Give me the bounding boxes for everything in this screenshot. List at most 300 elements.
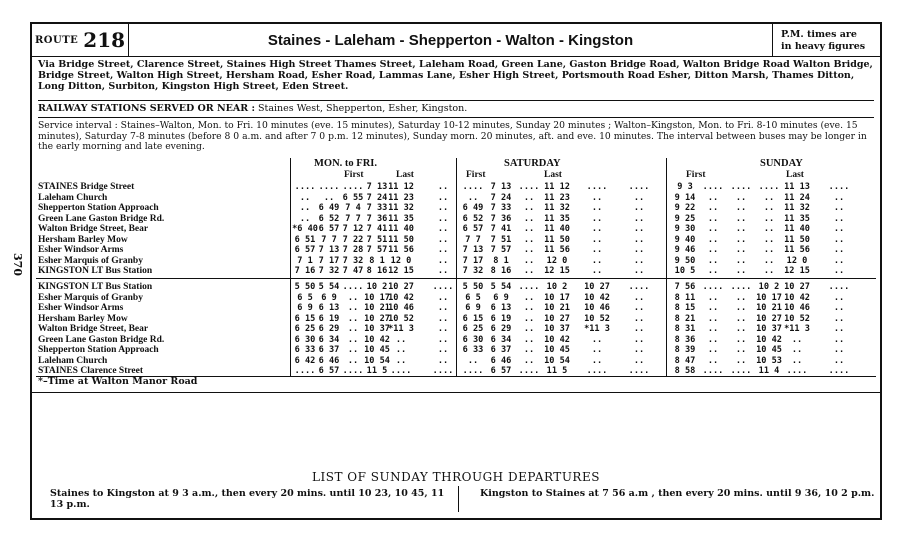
via-route-description: Via Bridge Street, Clarence Street, Staines High Street Thames Street, Laleham Road, Green Lane, Gaston Bridge Road, Walton Bridge Road Walton Bridge, Bridge Street, Walton High Street, Hersham Road, Esher Road, Lammas Lane, Esher High Street, Portsmouth Road Esher, Ditton Marsh, Thames Ditton, Long Ditton, Surbiton, Kingston High Street, Eden Street. <box>38 59 873 92</box>
time-cell-sat: .. <box>523 213 535 224</box>
time-cell-mf: 6 9 <box>321 292 337 303</box>
time-cell-sun: 9 14 <box>674 192 696 203</box>
time-cell-sat: .. <box>523 303 535 313</box>
service-interval: Service interval : Staines–Walton, Mon. to Fri. 10 minutes (eve. 15 minutes), Saturday 10-12 minutes, Sunday 20 minutes ; Walton–Kingston, Mon. to Fri. 8-10 minutes (eve. 15 minutes), Saturday 7-8 minutes (before 8 0 a.m. and after 7 0 p.m. 12 minutes), Sunday morn. 20 minutes, aft. and eve. 10 minutes. The interval between buses may be longer in the early morning and late evening. <box>38 120 867 152</box>
time-cell-mf: .... <box>294 366 316 376</box>
time-cell-sat: 11 23 <box>544 192 570 203</box>
time-cell-sat: .. <box>633 355 645 366</box>
route-box <box>32 24 129 56</box>
time-cell-mf: 6 49 <box>318 203 340 213</box>
time-cell-sun: .. <box>707 192 719 203</box>
sunday-through-staines-kingston: Staines to Kingston at 9 3 a.m., then every 20 mins. until 10 23, 10 45, 11 13 p.m. <box>50 488 445 510</box>
time-cell-sat: 10 21 <box>544 303 570 313</box>
stop-name: KINGSTON LT Bus Station <box>38 282 153 292</box>
time-cell-sun: 10 21 <box>756 303 782 313</box>
time-cell-sun: .. <box>833 245 845 255</box>
time-cell-sat: .. <box>633 313 645 324</box>
time-cell-mf: .. <box>395 334 407 345</box>
time-cell-sun: 9 25 <box>674 213 696 224</box>
stop-name: Esher Marquis of Granby <box>38 255 143 266</box>
time-cell-mf: .... <box>432 366 454 376</box>
time-cell-sun: 8 31 <box>674 324 696 334</box>
time-cell-sat: .. <box>523 192 535 203</box>
time-cell-sat: .... <box>518 366 540 376</box>
time-cell-sun: .. <box>833 234 845 245</box>
time-cell-sun: 10 27 <box>784 282 810 292</box>
time-cell-mf: 7 1 <box>297 255 313 266</box>
time-cell-sat: .. <box>523 255 535 266</box>
time-cell-sun: .. <box>833 324 845 334</box>
time-cell-mf: .. <box>437 334 449 345</box>
time-cell-mf: 11 35 <box>388 213 414 224</box>
stop-name: Walton Bridge Street, Bear <box>38 224 149 234</box>
stop-name: Green Lane Gaston Bridge Rd. <box>38 213 165 224</box>
time-cell-mf: 6 5 <box>297 292 313 303</box>
time-cell-mf: 6 9 <box>297 303 313 313</box>
time-cell-sun: 12 15 <box>784 266 810 276</box>
time-cell-sat: 10 2 <box>546 282 568 292</box>
time-cell-sun: 10 52 <box>784 313 810 324</box>
time-cell-mf: .. <box>437 234 449 245</box>
time-cell-mf: *6 40 <box>292 224 318 234</box>
time-cell-sun: .. <box>763 245 775 255</box>
time-cell-mf: 11 32 <box>388 203 414 213</box>
time-cell-sun: .. <box>735 292 747 303</box>
railway-stations <box>38 100 874 118</box>
time-cell-mf: .. <box>437 266 449 276</box>
time-cell-sat: .. <box>523 203 535 213</box>
time-cell-mf: .. <box>437 292 449 303</box>
time-cell-sun: .... <box>702 366 724 376</box>
stop-name: KINGSTON LT Bus Station <box>38 266 153 276</box>
time-cell-sat: .. <box>591 224 603 234</box>
time-cell-sat: .. <box>591 234 603 245</box>
time-cell-sat: 5 54 <box>490 282 512 292</box>
time-cell-sat: .. <box>591 203 603 213</box>
time-cell-sun: 10 37 <box>756 324 782 334</box>
time-cell-sun: 11 24 <box>784 192 810 203</box>
time-cell-sat: 11 5 <box>546 366 568 376</box>
time-cell-sat: .. <box>591 334 603 345</box>
time-cell-mf: 6 29 <box>318 324 340 334</box>
time-cell-sun: .. <box>791 334 803 345</box>
time-cell-sun: 8 47 <box>674 355 696 366</box>
time-cell-sun: .. <box>833 292 845 303</box>
route-title: Staines - Laleham - Shepperton - Walton - Kingston <box>267 31 634 49</box>
pm-note-line-1: P.M. times are <box>781 29 857 40</box>
time-cell-sun: .. <box>735 192 747 203</box>
time-cell-sat: 6 15 <box>462 313 484 324</box>
time-cell-sat: .. <box>633 255 645 266</box>
time-cell-mf: .. <box>347 345 359 355</box>
time-cell-mf: .. <box>299 213 311 224</box>
time-cell-sat: 6 49 <box>462 203 484 213</box>
time-cell-sun: .. <box>735 213 747 224</box>
time-cell-sun: .. <box>707 303 719 313</box>
time-cell-mf: 10 27 <box>364 313 390 324</box>
time-cell-sat: 8 1 <box>493 255 509 266</box>
day-header-mon-fri: MON. to FRI. <box>314 158 377 169</box>
time-cell-sat: .... <box>518 282 540 292</box>
time-cell-sat: .. <box>523 266 535 276</box>
time-cell-mf: .. <box>347 313 359 324</box>
time-cell-mf: 11 40 <box>388 224 414 234</box>
time-cell-mf: .... <box>342 282 364 292</box>
time-cell-sat: .... <box>462 366 484 376</box>
time-cell-sun: 9 46 <box>674 245 696 255</box>
time-cell-sun: .. <box>833 355 845 366</box>
time-cell-sat: .... <box>462 182 484 192</box>
time-cell-mf: 7 32 <box>318 266 340 276</box>
lower-divider <box>32 392 880 393</box>
time-cell-mf: .. <box>347 324 359 334</box>
time-cell-sat: .. <box>467 192 479 203</box>
time-cell-sun: 8 15 <box>674 303 696 313</box>
time-cell-sun: .. <box>707 334 719 345</box>
time-cell-mf: .. <box>437 324 449 334</box>
time-cell-mf: 10 37 <box>364 324 390 334</box>
railway-label: RAILWAY STATIONS SERVED OR NEAR : <box>38 103 255 114</box>
header <box>32 24 880 57</box>
time-cell-mf: 7 57 <box>366 245 388 255</box>
time-cell-sun: .. <box>763 192 775 203</box>
time-cell-sat: 10 42 <box>544 334 570 345</box>
time-cell-mf: 7 33 <box>366 203 388 213</box>
time-cell-sat: *11 3 <box>584 324 610 334</box>
time-cell-mf: .. <box>437 255 449 266</box>
time-cell-mf: 5 50 <box>294 282 316 292</box>
time-cell-sat: 7 13 <box>462 245 484 255</box>
time-cell-mf: .. <box>347 334 359 345</box>
time-cell-mf: 7 47 <box>342 266 364 276</box>
time-cell-mf: .. <box>323 192 335 203</box>
time-cell-mf: 7 4 <box>345 203 361 213</box>
time-cell-sun: .... <box>758 182 780 192</box>
time-cell-sat: .. <box>633 234 645 245</box>
time-cell-mf: .. <box>437 303 449 313</box>
sunday-through-kingston-staines: Kingston to Staines at 7 56 a.m , then every 20 mins. until 9 36, 10 2 p.m. <box>480 488 875 499</box>
time-cell-sat: .. <box>523 234 535 245</box>
time-cell-sat: .. <box>633 292 645 303</box>
time-cell-sun: 9 40 <box>674 234 696 245</box>
time-cell-sat: 7 36 <box>490 213 512 224</box>
time-cell-sat: 6 9 <box>465 303 481 313</box>
time-cell-mf: 7 13 <box>318 245 340 255</box>
time-cell-mf: 11 5 <box>366 366 388 376</box>
time-cell-sat: .. <box>633 203 645 213</box>
footnote: *–Time at Walton Manor Road <box>38 376 198 387</box>
time-cell-sun: 9 50 <box>674 255 696 266</box>
time-cell-mf: 6 19 <box>318 313 340 324</box>
time-cell-sun: .. <box>735 303 747 313</box>
time-cell-sun: .. <box>833 224 845 234</box>
time-cell-sat: .. <box>591 213 603 224</box>
time-cell-sun: 10 46 <box>784 303 810 313</box>
time-cell-mf: 7 41 <box>366 224 388 234</box>
time-cell-sat: .. <box>633 245 645 255</box>
time-cell-sun: 11 40 <box>784 224 810 234</box>
sub-header-sat-first: First <box>466 170 486 180</box>
time-cell-sun: .. <box>735 313 747 324</box>
time-cell-sat: 10 54 <box>544 355 570 366</box>
stop-name: Laleham Church <box>38 355 108 366</box>
time-cell-sun: .. <box>833 266 845 276</box>
time-cell-mf: 7 24 <box>366 192 388 203</box>
time-cell-sat: 7 41 <box>490 224 512 234</box>
time-cell-mf: 6 25 <box>294 324 316 334</box>
time-cell-mf: .. <box>437 355 449 366</box>
time-cell-sun: .... <box>828 366 850 376</box>
time-cell-mf: 6 55 <box>342 192 364 203</box>
time-cell-mf: 6 51 <box>294 234 316 245</box>
time-cell-sun: 8 11 <box>674 292 696 303</box>
time-cell-sun: .. <box>735 334 747 345</box>
time-cell-mf: 6 34 <box>318 334 340 345</box>
sub-header-sun-last: Last <box>786 170 804 180</box>
time-cell-sun: .. <box>791 355 803 366</box>
time-cell-mf: .. <box>299 203 311 213</box>
time-cell-sun: .. <box>735 255 747 266</box>
time-cell-mf: 7 32 <box>342 255 364 266</box>
time-cell-mf: 10 54 <box>364 355 390 366</box>
time-cell-sat: .... <box>628 282 650 292</box>
time-cell-mf: 12 0 <box>390 255 412 266</box>
time-cell-sat: 10 42 <box>584 292 610 303</box>
time-cell-sun: 9 3 <box>677 182 693 192</box>
time-cell-sun: .. <box>735 266 747 276</box>
time-cell-sun: .... <box>786 366 808 376</box>
route-label: ROUTE <box>34 34 79 46</box>
time-cell-sun: 11 13 <box>784 182 810 192</box>
time-cell-sun: 10 17 <box>756 292 782 303</box>
time-cell-sat: .. <box>591 355 603 366</box>
time-cell-sun: .. <box>791 345 803 355</box>
time-cell-sun: 11 50 <box>784 234 810 245</box>
time-cell-sat: 7 57 <box>490 245 512 255</box>
time-cell-sun: .. <box>707 292 719 303</box>
time-cell-sun: .. <box>763 266 775 276</box>
time-cell-sun: .. <box>833 334 845 345</box>
time-cell-sat: 7 13 <box>490 182 512 192</box>
time-cell-sat: 6 30 <box>462 334 484 345</box>
time-cell-mf: 11 50 <box>388 234 414 245</box>
time-cell-mf: 6 37 <box>318 345 340 355</box>
time-cell-sat: .. <box>523 292 535 303</box>
timetable-frame <box>30 22 882 520</box>
time-cell-sun: .. <box>707 224 719 234</box>
stop-name: Hersham Barley Mow <box>38 234 128 245</box>
time-cell-sun: .. <box>735 224 747 234</box>
time-cell-sun: 10 45 <box>756 345 782 355</box>
sub-header-mf-first: First <box>344 170 364 180</box>
time-cell-mf: .. <box>395 355 407 366</box>
time-cell-sun: .. <box>833 255 845 266</box>
time-cell-mf: .. <box>347 292 359 303</box>
time-cell-mf: 8 16 <box>366 266 388 276</box>
time-cell-sat: 6 46 <box>490 355 512 366</box>
time-cell-sun: 11 35 <box>784 213 810 224</box>
time-cell-sun: .. <box>763 203 775 213</box>
time-cell-sun: .. <box>707 203 719 213</box>
time-cell-sun: .. <box>735 234 747 245</box>
time-cell-mf: 7 12 <box>342 224 364 234</box>
time-cell-sat: .. <box>633 224 645 234</box>
time-cell-sun: *11 3 <box>784 324 810 334</box>
time-cell-mf: .... <box>294 182 316 192</box>
time-cell-sat: 6 5 <box>465 292 481 303</box>
time-cell-sun: .. <box>707 213 719 224</box>
time-cell-mf: 7 28 <box>342 245 364 255</box>
direction-divider <box>36 278 876 279</box>
time-cell-sat: .. <box>523 245 535 255</box>
time-cell-sat: 7 17 <box>462 255 484 266</box>
time-cell-sun: 8 39 <box>674 345 696 355</box>
time-cell-sat: 8 16 <box>490 266 512 276</box>
time-cell-mf: 6 46 <box>318 355 340 366</box>
stop-name: Esher Windsor Arms <box>38 245 124 255</box>
time-cell-sat: 10 45 <box>544 345 570 355</box>
time-cell-mf: 6 57 <box>294 245 316 255</box>
time-cell-mf: .. <box>299 192 311 203</box>
time-cell-sat: 11 35 <box>544 213 570 224</box>
time-cell-sun: .. <box>707 345 719 355</box>
time-cell-sat: 6 19 <box>490 313 512 324</box>
time-cell-mf: 7 7 <box>321 234 337 245</box>
time-cell-sun: .... <box>730 182 752 192</box>
time-cell-sun: .... <box>730 366 752 376</box>
time-cell-sun: 8 21 <box>674 313 696 324</box>
time-cell-sat: 6 57 <box>462 224 484 234</box>
time-cell-sat: .... <box>518 182 540 192</box>
time-cell-mf: .. <box>437 203 449 213</box>
time-cell-mf: 10 21 <box>364 303 390 313</box>
time-cell-mf: 11 56 <box>388 245 414 255</box>
column-divider <box>456 158 457 376</box>
time-cell-sun: .. <box>707 355 719 366</box>
time-cell-mf: 10 42 <box>388 292 414 303</box>
time-cell-sun: .. <box>735 245 747 255</box>
time-cell-sun: .. <box>763 255 775 266</box>
time-cell-sat: 7 24 <box>490 192 512 203</box>
time-cell-mf: .... <box>318 182 340 192</box>
time-cell-mf: .... <box>390 366 412 376</box>
time-cell-mf: .. <box>437 182 449 192</box>
time-cell-sun: .. <box>735 203 747 213</box>
time-cell-sun: 11 4 <box>758 366 780 376</box>
time-cell-sat: 7 7 <box>465 234 481 245</box>
time-cell-sat: .. <box>591 245 603 255</box>
time-cell-mf: .. <box>437 213 449 224</box>
stop-name: Shepperton Station Approach <box>38 345 159 355</box>
time-cell-sun: .. <box>833 192 845 203</box>
time-cell-sat: 10 17 <box>544 292 570 303</box>
time-cell-sun: .. <box>833 313 845 324</box>
time-cell-sat: 6 52 <box>462 213 484 224</box>
column-divider <box>290 158 291 376</box>
sub-header-sat-last: Last <box>544 170 562 180</box>
time-cell-sun: .... <box>702 282 724 292</box>
time-cell-sat: 6 34 <box>490 334 512 345</box>
time-cell-sat: .. <box>523 324 535 334</box>
time-cell-sun: .. <box>707 313 719 324</box>
time-cell-mf: 10 46 <box>388 303 414 313</box>
time-cell-sun: 8 58 <box>674 366 696 376</box>
stop-name: Green Lane Gaston Bridge Rd. <box>38 334 165 345</box>
time-cell-mf: 6 13 <box>318 303 340 313</box>
time-cell-sat: 7 51 <box>490 234 512 245</box>
time-cell-mf: .... <box>432 282 454 292</box>
time-cell-sat: 11 32 <box>544 203 570 213</box>
time-cell-sat: 10 27 <box>544 313 570 324</box>
time-cell-mf: 10 45 <box>364 345 390 355</box>
time-cell-sat: 6 37 <box>490 345 512 355</box>
time-cell-sat: .. <box>523 355 535 366</box>
time-cell-sun: 11 32 <box>784 203 810 213</box>
time-cell-mf: .... <box>342 182 364 192</box>
time-cell-mf: .. <box>347 303 359 313</box>
time-cell-sat: 6 25 <box>462 324 484 334</box>
time-cell-mf: 10 27 <box>388 282 414 292</box>
time-cell-sun: .. <box>707 324 719 334</box>
time-cell-mf: .. <box>437 192 449 203</box>
time-cell-mf: 7 16 <box>294 266 316 276</box>
time-cell-sun: .. <box>735 355 747 366</box>
time-cell-mf: 7 7 <box>345 213 361 224</box>
time-cell-mf: .. <box>437 245 449 255</box>
time-cell-sat: 6 57 <box>490 366 512 376</box>
time-cell-mf: 10 42 <box>364 334 390 345</box>
time-cell-sat: 11 12 <box>544 182 570 192</box>
sunday-through-title: LIST OF SUNDAY THROUGH DEPARTURES <box>312 470 600 484</box>
time-cell-mf: 6 57 <box>318 366 340 376</box>
stop-name: Walton Bridge Street, Bear <box>38 324 149 334</box>
time-cell-sat: 12 15 <box>544 266 570 276</box>
time-cell-sat: 10 52 <box>584 313 610 324</box>
time-cell-mf: 7 13 <box>366 182 388 192</box>
time-cell-sun: 10 5 <box>674 266 696 276</box>
time-cell-sat: .. <box>523 334 535 345</box>
time-cell-sat: .. <box>467 355 479 366</box>
time-cell-sat: .. <box>591 345 603 355</box>
time-cell-sat: .. <box>591 255 603 266</box>
time-cell-mf: 7 22 <box>342 234 364 245</box>
time-cell-sat: 6 29 <box>490 324 512 334</box>
sub-header-mf-last: Last <box>396 170 414 180</box>
stop-name: Shepperton Station Approach <box>38 203 159 213</box>
time-cell-sun: .. <box>763 234 775 245</box>
day-header-sunday: SUNDAY <box>760 158 803 169</box>
stop-name: Esher Marquis of Granby <box>38 292 143 303</box>
time-cell-sat: 10 37 <box>544 324 570 334</box>
time-cell-mf: .. <box>347 355 359 366</box>
time-cell-sun: 10 42 <box>756 334 782 345</box>
time-cell-sat: .. <box>633 192 645 203</box>
time-cell-sun: .. <box>735 324 747 334</box>
time-cell-mf: .... <box>342 366 364 376</box>
time-cell-mf: 6 52 <box>318 213 340 224</box>
time-cell-sun: .. <box>707 255 719 266</box>
column-divider <box>666 158 667 376</box>
time-cell-mf: 6 33 <box>294 345 316 355</box>
time-cell-sun: .. <box>707 234 719 245</box>
time-cell-sat: 11 40 <box>544 224 570 234</box>
pm-note <box>772 24 880 56</box>
railway-text: Staines West, Shepperton, Esher, Kingston. <box>258 103 468 114</box>
time-cell-mf: .. <box>395 345 407 355</box>
time-cell-mf: 10 52 <box>388 313 414 324</box>
time-cell-sat: 11 50 <box>544 234 570 245</box>
time-cell-sat: 6 13 <box>490 303 512 313</box>
